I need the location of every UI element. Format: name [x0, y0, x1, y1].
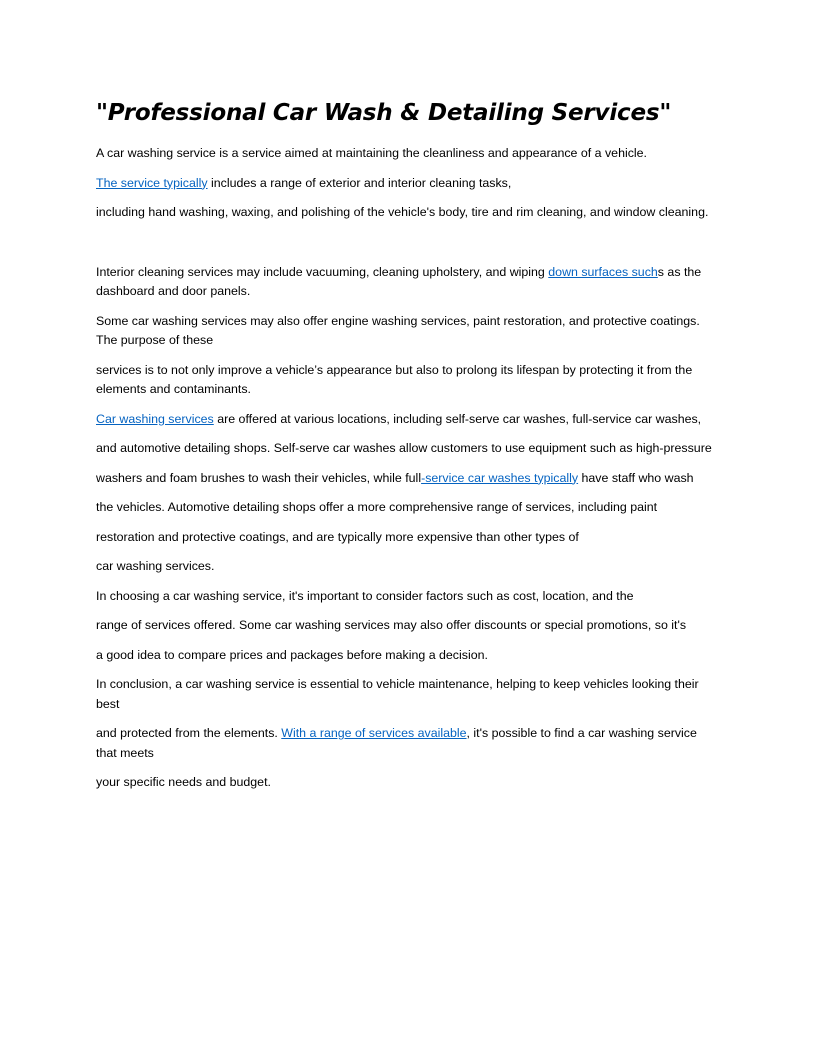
link-down-surfaces[interactable]: down surfaces such [548, 264, 658, 279]
paragraph-self-serve [96, 439, 720, 459]
paragraph-full-service [96, 469, 720, 489]
paragraph-text: a good idea to compare prices and packages before making a decision. [96, 647, 488, 662]
paragraph-locations [96, 410, 720, 430]
paragraph-choosing [96, 587, 720, 607]
paragraph-interior [96, 263, 720, 302]
link-service-typically[interactable]: The service typically [96, 175, 208, 190]
paragraph-exterior [96, 203, 720, 223]
paragraph-text: services is to not only improve a vehicle’s appearance but also to prolong its lifespan by protecting it from the elements and contaminants. [96, 362, 693, 396]
link-car-washing-services[interactable]: Car washing services [96, 411, 214, 426]
paragraph-text: your specific needs and budget. [96, 775, 271, 789]
paragraph-text: range of services offered. Some car washing services may also offer discounts or special promotions, so it's [96, 618, 687, 632]
paragraph-text: and protected from the elements. [96, 726, 282, 740]
paragraph-detailing [96, 498, 720, 518]
paragraph-needs [96, 773, 720, 793]
spacer [96, 233, 720, 263]
link-service-car-washes-typically[interactable]: -service car washes typically [421, 470, 579, 485]
paragraph-text: A car washing service is a service aimed at maintaining the cleanliness and appearance of a vehicle. [96, 146, 648, 160]
paragraph-protected [96, 724, 720, 763]
paragraph-text: are offered at various locations, including self-serve car washes, full-service car washes, [213, 411, 702, 426]
paragraph-text: the vehicles. Automotive detailing shops offer a more comprehensive range of services, including paint [96, 500, 658, 514]
paragraph-text: and automotive detailing shops. Self-serve car washes allow customers to use equipment such as high-pressure [96, 441, 712, 455]
paragraph-text: including hand washing, waxing, and polishing of the vehicle's body, tire and rim cleaning, and window cleaning. [96, 205, 709, 219]
paragraph-car-washing-services [96, 557, 720, 577]
document-page [96, 96, 720, 803]
link-range-of-services[interactable]: With a range of services available [281, 726, 467, 740]
paragraph-text: Some car washing services may also offer engine washing services, paint restoration, and protective coatings. The purpose of these [96, 313, 700, 347]
paragraph-text: In conclusion, a car washing service is essential to vehicle maintenance, helping to keep vehicles looking their best [96, 677, 699, 711]
paragraph-service-tasks [96, 174, 720, 194]
document-title: "Professional Car Wash & Detailing Services" [96, 100, 672, 126]
paragraph-text: , it's possible to find a car washing service that meets [96, 726, 697, 760]
paragraph-engine [96, 312, 720, 351]
paragraph-range [96, 616, 720, 636]
paragraph-restoration [96, 528, 720, 548]
paragraph-text: In choosing a car washing service, it's important to consider factors such as cost, location, and the [96, 588, 634, 603]
paragraph-text: have staff who wash [578, 470, 694, 485]
paragraph-text: washers and foam brushes to wash their vehicles, while full [96, 470, 422, 485]
paragraph-conclusion [96, 675, 720, 714]
paragraph-text: s as the dashboard and door panels. [96, 264, 702, 298]
paragraph-text: includes a range of exterior and interior cleaning tasks, [207, 175, 512, 190]
paragraph-purpose [96, 361, 720, 400]
paragraph-compare [96, 646, 720, 666]
paragraph-text: car washing services. [96, 559, 215, 573]
paragraph-intro [96, 144, 720, 164]
paragraph-text: Interior cleaning services may include vacuuming, cleaning upholstery, and wiping [96, 264, 549, 279]
paragraph-text: restoration and protective coatings, and are typically more expensive than other types of [96, 529, 579, 544]
